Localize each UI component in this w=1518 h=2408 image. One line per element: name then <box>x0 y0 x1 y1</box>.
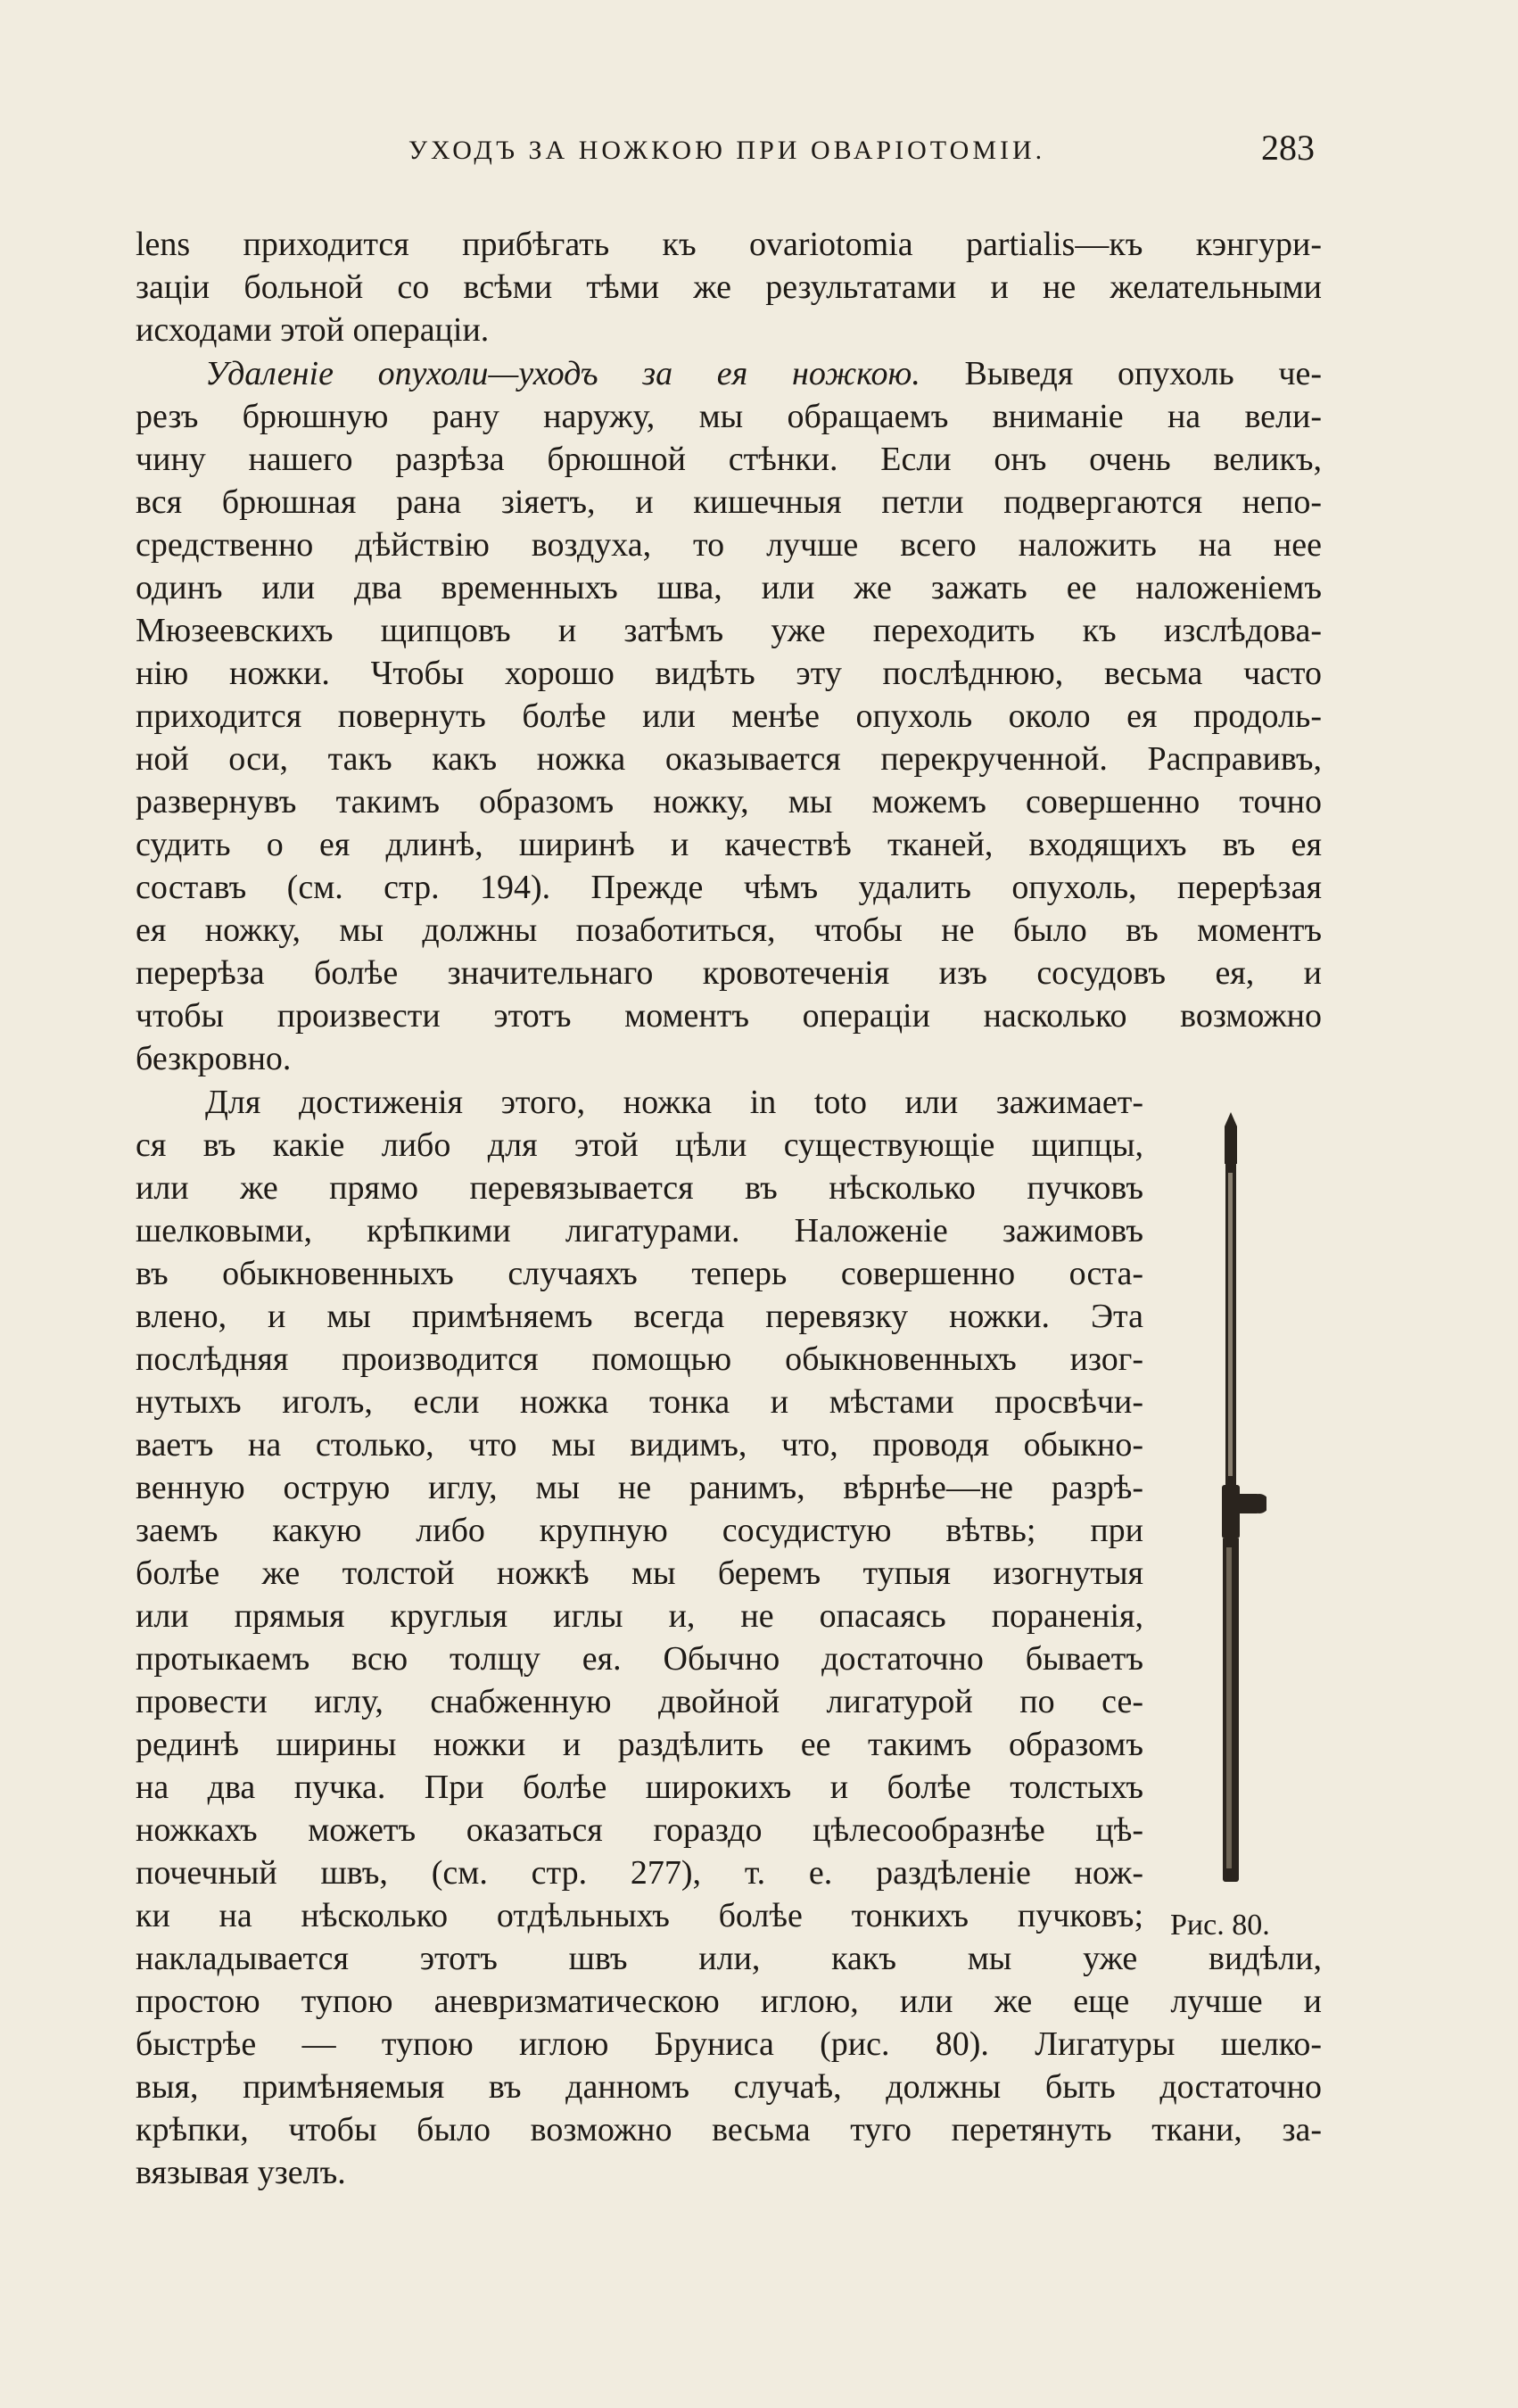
text-line: заціи больной со всѣми тѣми же результатами и не желательными <box>136 268 1322 306</box>
text-line: приходится повернуть болѣе или менѣе опухоль около ея продоль- <box>136 697 1322 735</box>
text-line: вся брюшная рана зіяетъ, и кишечныя петли подвергаются непо- <box>136 483 1322 521</box>
text-line: провести иглу, снабженную двойной лигатурой по се- <box>136 1683 1143 1720</box>
text-line: Для достиженія этого, ножка in toto или зажимает- <box>205 1084 1143 1121</box>
text-line: влено, и мы примѣняемъ всегда перевязку ножки. Эта <box>136 1298 1143 1335</box>
figure-caption: Рис. 80. <box>1170 1909 1270 1942</box>
text-line: нутыхъ иголъ, если ножка тонка и мѣстами просвѣчи- <box>136 1383 1143 1421</box>
text-line: выя, примѣняемыя въ данномъ случаѣ, должны быть достаточно <box>136 2068 1322 2106</box>
text-line: составъ (см. стр. 194). Прежде чѣмъ удалить опухоль, перерѣзая <box>136 869 1322 906</box>
text-run: Выведя опухоль че- <box>920 355 1322 392</box>
text-line: или же прямо перевязывается въ нѣсколько пучковъ <box>136 1169 1143 1207</box>
needle-illustration-icon <box>1195 1110 1266 1886</box>
text-line: перерѣза болѣе значительнаго кровотеченія изъ сосудовъ ея, и <box>136 954 1322 992</box>
text-line: ся въ какіе либо для этой цѣли существующіе щипцы, <box>136 1126 1143 1164</box>
paragraph-2-first-line <box>136 352 1322 395</box>
text-line: протыкаемъ всю толщу ея. Обычно достаточно бываетъ <box>136 1640 1143 1678</box>
text-line: накладывается этотъ швъ или, какъ мы уже видѣли, <box>136 1940 1322 1977</box>
text-line: средственно дѣйствію воздуха, то лучше всего наложить на нее <box>136 526 1322 564</box>
text-line: ной оси, такъ какъ ножка оказывается перекрученной. Расправивъ, <box>136 740 1322 778</box>
text-line: крѣпки, чтобы было возможно весьма туго перетянуть ткани, за- <box>136 2111 1322 2148</box>
text-line: шелковыми, крѣпкими лигатурами. Наложеніе зажимовъ <box>136 1212 1143 1249</box>
text-line: почечный швъ, (см. стр. 277), т. е. раздѣленіе нож- <box>136 1854 1143 1892</box>
text-line: одинъ или два временныхъ шва, или же зажать ее наложеніемъ <box>136 569 1322 606</box>
text-line: заемъ какую либо крупную сосудистую вѣтвь; при <box>136 1512 1143 1549</box>
text-line: Мюзеевскихъ щипцовъ и затѣмъ уже переходить къ изслѣдова- <box>136 612 1322 649</box>
text-line: вязывая узелъ. <box>136 2154 346 2191</box>
text-line: послѣдняя производится помощью обыкновенныхъ изог- <box>136 1340 1143 1378</box>
text-line: судить о ея длинѣ, ширинѣ и качествѣ тканей, входящихъ въ ея <box>136 826 1322 863</box>
text-line: нію ножки. Чтобы хорошо видѣть эту послѣднюю, весьма часто <box>136 655 1322 692</box>
text-line: ваетъ на столько, что мы видимъ, что, проводя обыкно- <box>136 1426 1143 1464</box>
section-heading: Удаленіе опухоли—уходъ за ея ножкою. <box>205 355 920 392</box>
text-line: безкровно. <box>136 1040 292 1077</box>
text-line: резъ брюшную рану наружу, мы обращаемъ вниманіе на вели- <box>136 398 1322 435</box>
text-line: быстрѣе — тупою иглою Бруниса (рис. 80). Лигатуры шелко- <box>136 2025 1322 2063</box>
text-line: ея ножку, мы должны позаботиться, чтобы не было въ моментъ <box>136 911 1322 949</box>
text-line: ки на нѣсколько отдѣльныхъ болѣе тонкихъ пучковъ; <box>136 1897 1143 1934</box>
text-line: ножкахъ можетъ оказаться гораздо цѣлесообразнѣе цѣ- <box>136 1811 1143 1849</box>
text-line: болѣе же толстой ножкѣ мы беремъ тупыя изогнутыя <box>136 1554 1143 1592</box>
page-number: 283 <box>1261 128 1315 168</box>
text-line: чину нашего разрѣза брюшной стѣнки. Если онъ очень великъ, <box>136 441 1322 478</box>
text-line: или прямыя круглыя иглы и, не опасаясь пораненія, <box>136 1597 1143 1635</box>
text-line: простою тупою аневризматическою иглою, или же еще лучше и <box>136 1983 1322 2020</box>
text-line: рединѣ ширины ножки и раздѣлить ее такимъ образомъ <box>136 1726 1143 1763</box>
text-line: развернувъ такимъ образомъ ножку, мы можемъ совершенно точно <box>136 783 1322 821</box>
text-line: lens приходится прибѣгать къ ovariotomia partialis—къ кэнгури- <box>136 226 1322 263</box>
running-head: УХОДЪ ЗА НОЖКОЮ ПРИ ОВАРІОТОМІИ. <box>408 136 1046 165</box>
text-line: чтобы произвести этотъ моментъ операціи насколько возможно <box>136 997 1322 1035</box>
text-line: на два пучка. При болѣе широкихъ и болѣе толстыхъ <box>136 1769 1143 1806</box>
text-line: исходами этой операціи. <box>136 311 490 349</box>
text-line: въ обыкновенныхъ случаяхъ теперь совершенно оста- <box>136 1255 1143 1292</box>
text-line: венную острую иглу, мы не ранимъ, вѣрнѣе—не разрѣ- <box>136 1469 1143 1506</box>
page-header <box>134 128 1320 180</box>
